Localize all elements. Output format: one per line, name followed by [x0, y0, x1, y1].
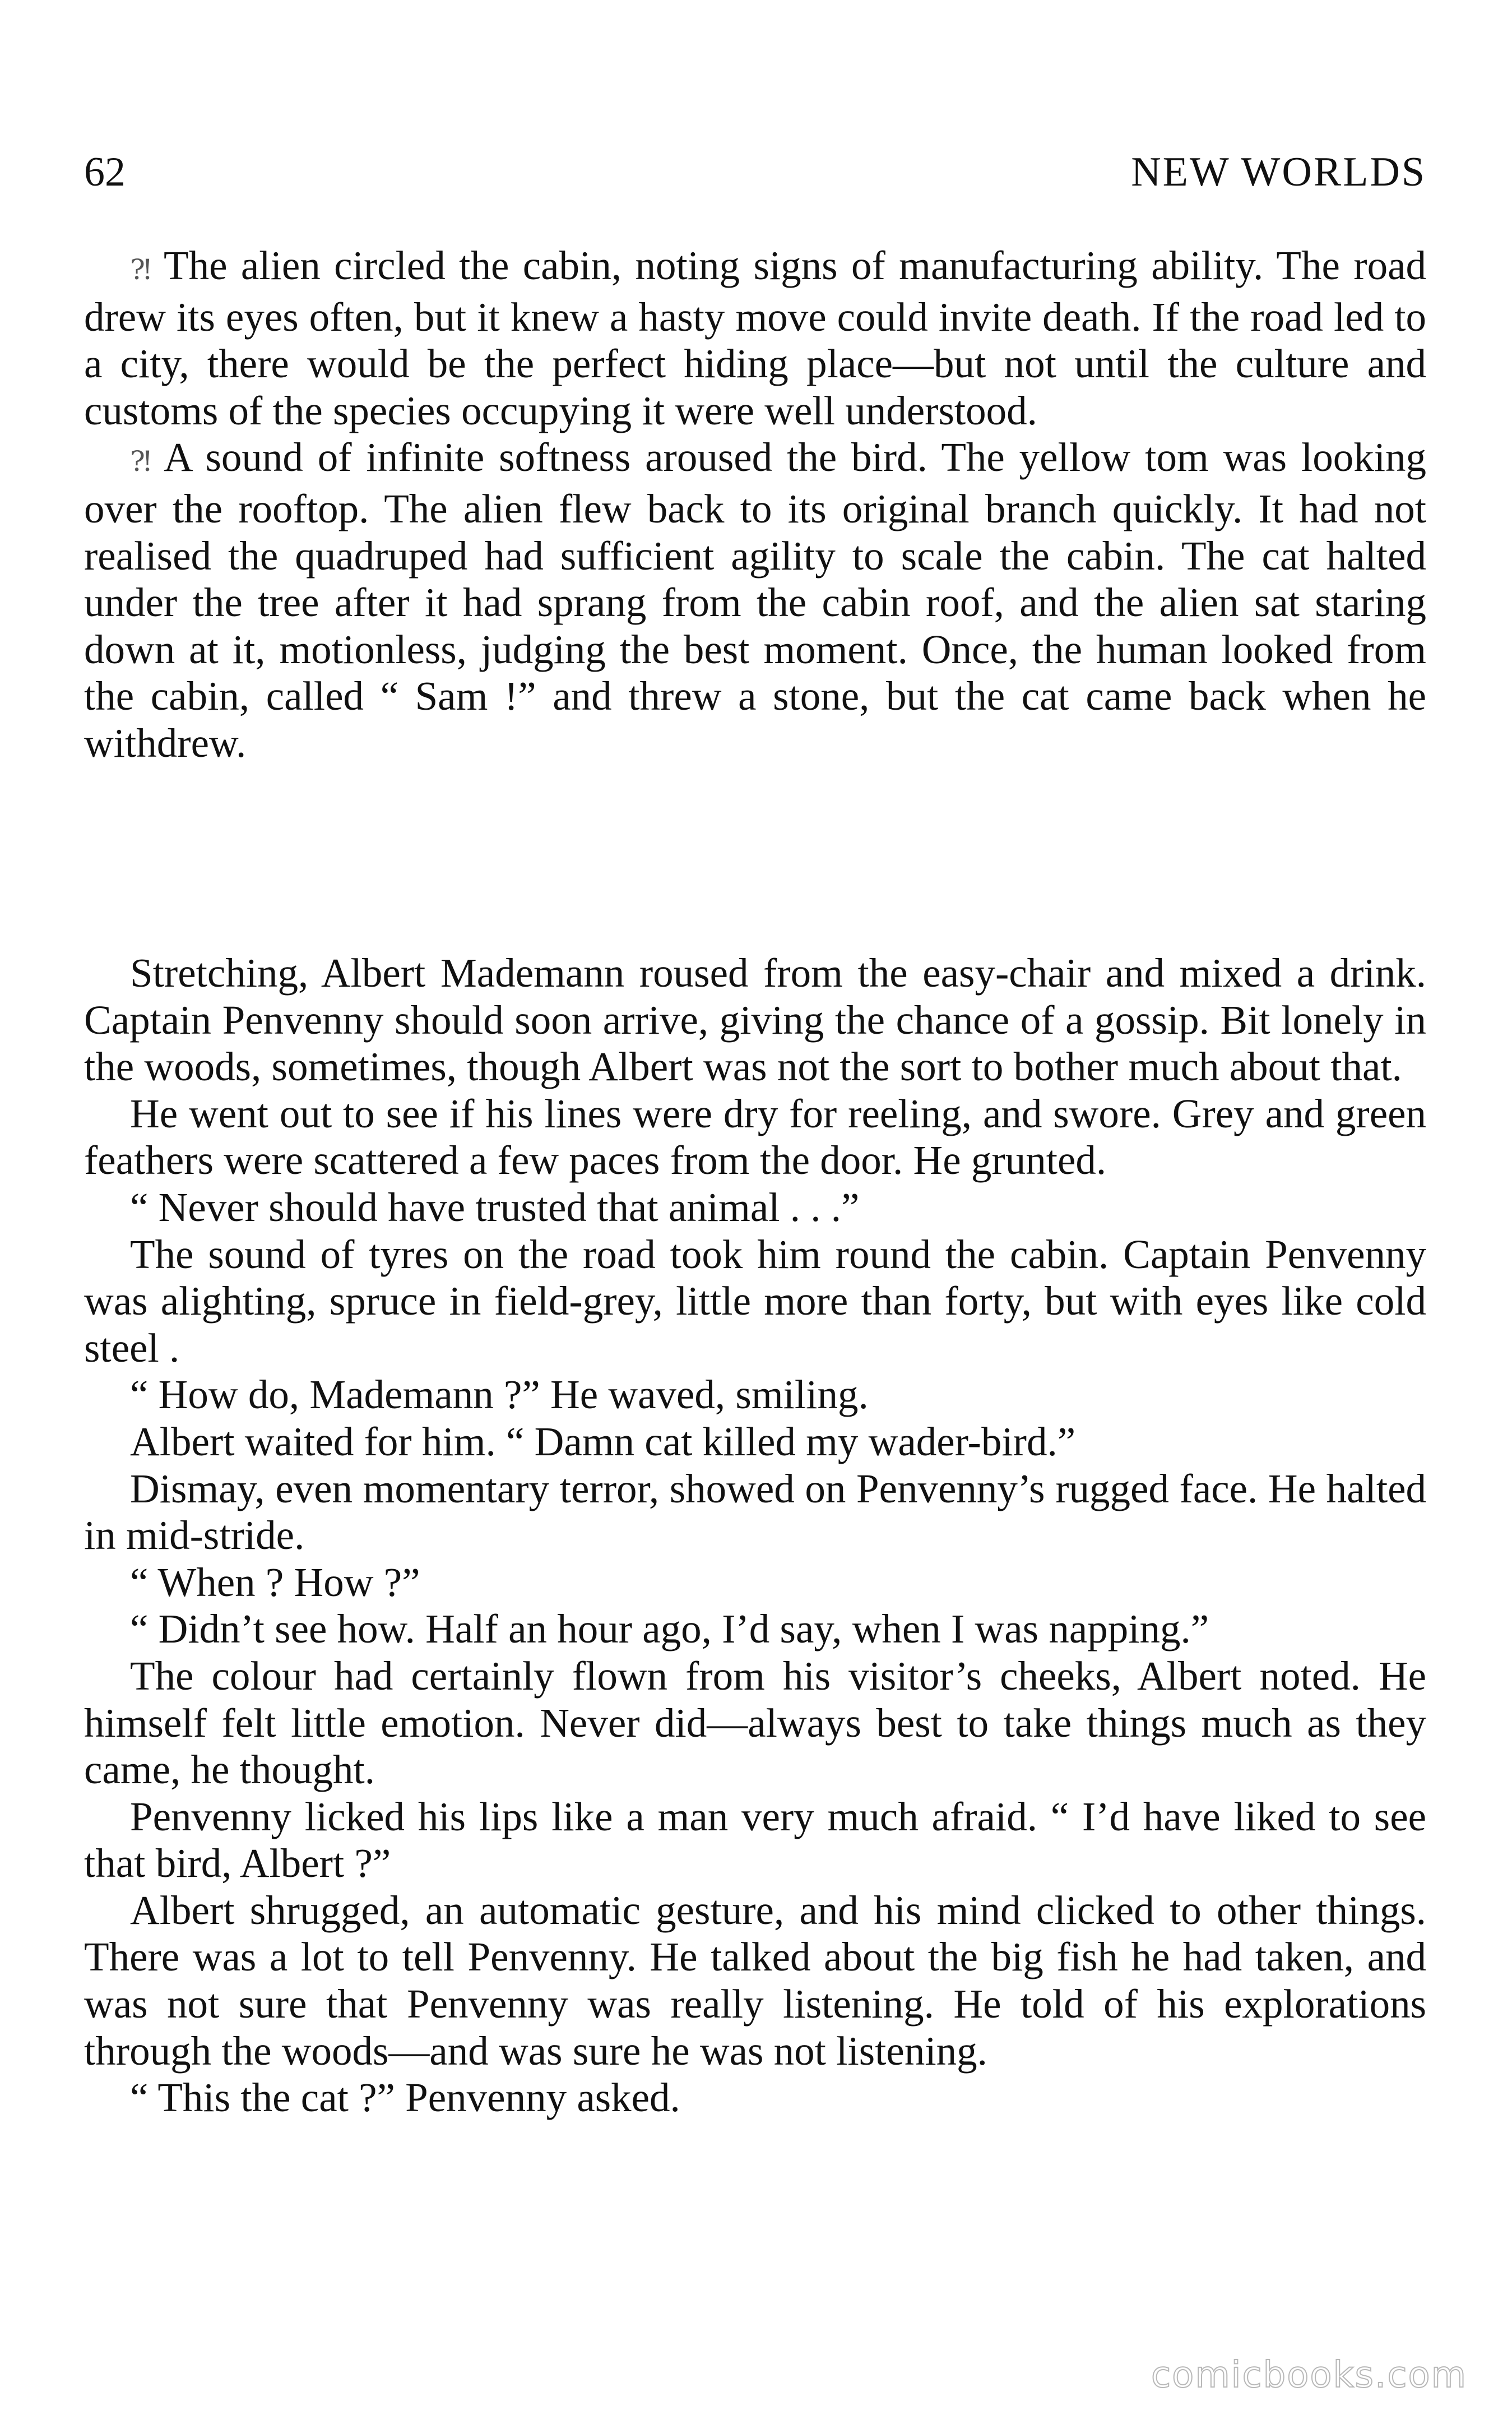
paragraph: Albert shrugged, an automatic gesture, and his mind clicked to other things. There was a lot to tell Penvenny. He talked about the big fish he had taken, and was not sure that Penvenny was really listening. He told of his explorations through the woods—and was sure he was not listening. [84, 1887, 1426, 2074]
paragraph-text: The alien circled the cabin, noting signs of manufacturing ability. The road drew its eyes often, but it knew a hasty move could invite death. If the road led to a city, there would be the perfect hiding place—but not until the culture and customs of the species occupying it were well understood. [84, 243, 1426, 433]
printer-mark-icon: ⁈ [130, 446, 151, 478]
paragraph [84, 242, 1426, 434]
running-title: NEW WORLDS [1131, 149, 1426, 195]
paragraph: Stretching, Albert Mademann roused from the easy-chair and mixed a drink. Captain Penvenny should soon arrive, giving the chance of a gossip. Bit lonely in the woods, sometimes, though Albert was not the sort to bother much about that. [84, 950, 1426, 1090]
paragraph: “ Never should have trusted that animal . . .” [130, 1184, 860, 1230]
paragraph: Dismay, even momentary terror, showed on Penvenny’s rugged face. He halted in mid-stride. [84, 1465, 1426, 1558]
paragraph: Albert waited for him. “ Damn cat killed my wader-bird.” [130, 1418, 1076, 1464]
book-page [84, 0, 1426, 2424]
paragraph [84, 434, 1426, 766]
paragraph: “ This the cat ?” Penvenny asked. [130, 2075, 680, 2121]
page-number: 62 [84, 149, 126, 195]
section-2 [84, 950, 1426, 2121]
paragraph: “ How do, Mademann ?” He waved, smiling. [130, 1372, 869, 1418]
printer-mark-icon: ⁈ [130, 254, 151, 285]
paragraph-text: A sound of infinite softness aroused the bird. The yellow tom was looking over the rooftop. The alien flew back to its original branch quickly. It had not realised the quadruped had sufficient agility to scale the cabin. The cat halted under the tree after it had sprang from the cabin roof, and the alien sat staring down at it, motionless, judging the best moment. Once, the human looked from the cabin, called “ Sam !” and threw a stone, but the cat came back when he withdrew. [84, 434, 1426, 766]
paragraph: He went out to see if his lines were dry for reeling, and swore. Grey and green feathers were scattered a few paces from the door. He grunted. [84, 1090, 1426, 1183]
paragraph: “ Didn’t see how. Half an hour ago, I’d say, when I was napping.” [130, 1606, 1209, 1652]
paragraph: “ When ? How ?” [130, 1559, 420, 1605]
paragraph: The sound of tyres on the road took him round the cabin. Captain Penvenny was alighting, spruce in field-grey, little more than forty, but with eyes like cold steel . [84, 1231, 1426, 1371]
paragraph: Penvenny licked his lips like a man very much afraid. “ I’d have liked to see that bird, Albert ?” [84, 1793, 1426, 1886]
watermark: comicbooks.com [1151, 2354, 1467, 2396]
running-head [84, 147, 1426, 197]
section-1 [84, 242, 1426, 767]
paragraph: The colour had certainly flown from his visitor’s cheeks, Albert noted. He himself felt little emotion. Never did—always best to take things much as they came, he thought. [84, 1653, 1426, 1793]
